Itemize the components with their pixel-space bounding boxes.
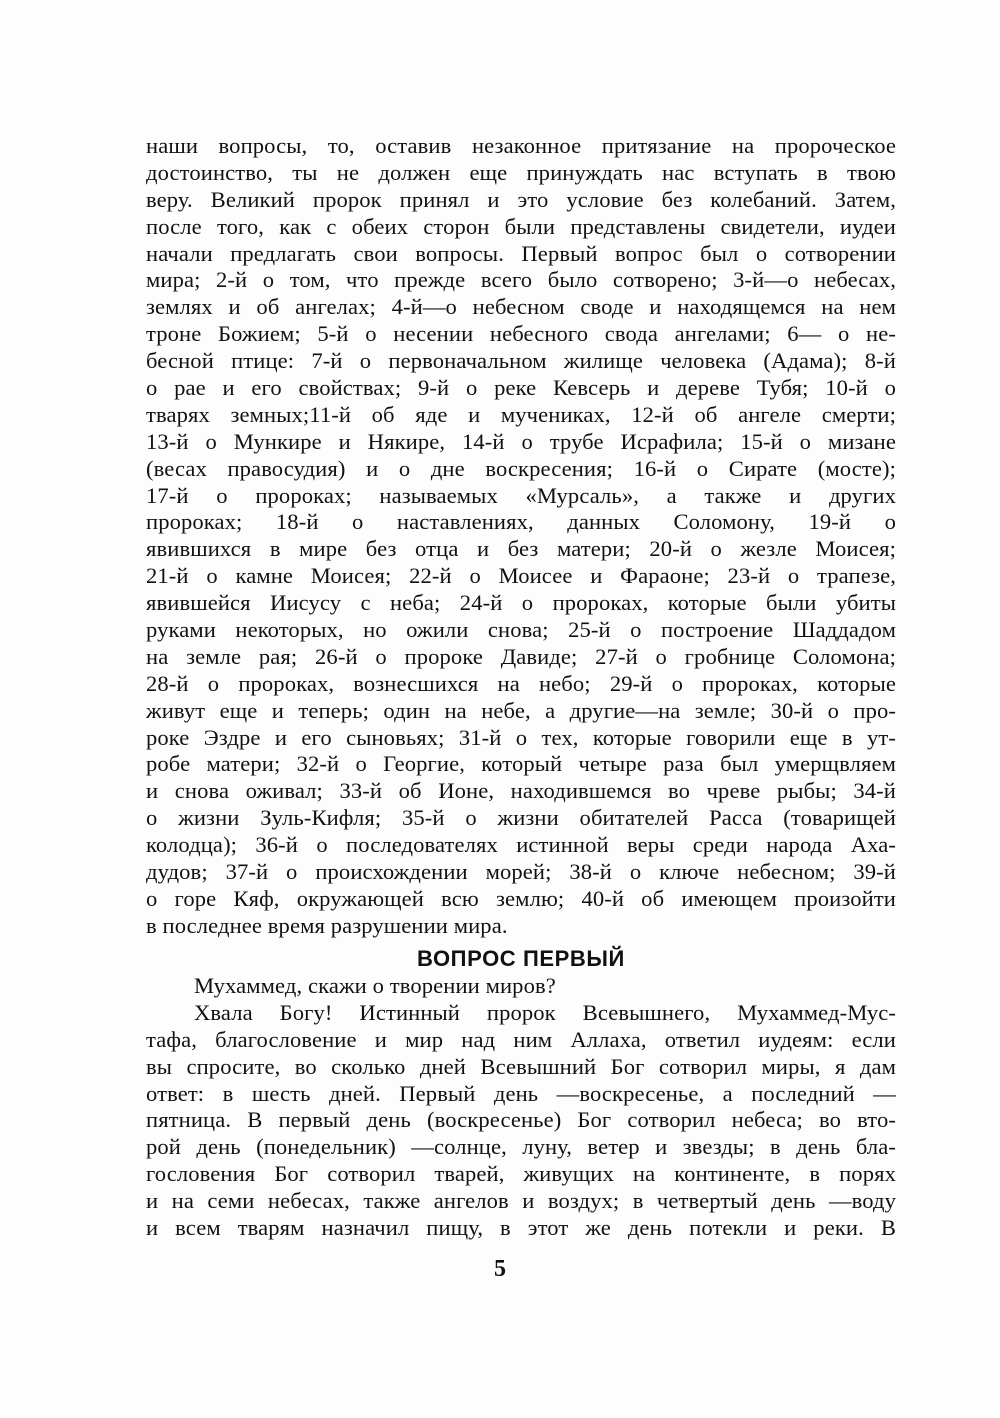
question-line: Мухаммед, скажи о творении миров? xyxy=(194,973,556,998)
text-line: троне Божием; 5-й о несении небесного свода ангелами; 6— о не- xyxy=(146,321,896,347)
text-line: ответ: в шесть дней. Первый день —воскресенье, а последний — xyxy=(146,1080,896,1106)
text-line: тафа, благословение и мир над ним Аллаха, ответил иудеям: если xyxy=(146,1026,896,1052)
text-line: руками некоторых, но ожили снова; 25-й о построение Шаддадом xyxy=(146,617,896,643)
text-line: достоинство, ты не должен еще принуждать нас вступать в твою xyxy=(146,159,896,185)
text-line: бесной птице: 7-й о первоначальном жилище человека (Адама); 8-й xyxy=(146,348,896,374)
text-line: гословения Бог сотворил тварей, живущих на континенте, в порях xyxy=(146,1161,896,1187)
text-line: о жизни Зуль-Кифля; 35-й о жизни обитателей Расса (товарищей xyxy=(146,805,896,831)
text-line: наши вопросы, то, оставив незаконное притязание на пророческое xyxy=(146,133,896,158)
text-line: Хвала Богу! Истинный пророк Всевышнего, Мухаммед-Мус- xyxy=(194,999,896,1025)
text-line: роке Эздре и его сыновьях; 31-й о тех, которые говорили еще в ут- xyxy=(146,724,896,750)
text-line: 21-й о камне Моисея; 22-й о Моисее и Фараоне; 23-й о трапезе, xyxy=(146,563,896,589)
text-line: вы спросите, во сколько дней Всевышний Бог сотворил миры, я дам xyxy=(146,1053,896,1079)
text-line: рой день (понедельник) —солнце, луну, ветер и звезды; в день бла- xyxy=(146,1134,896,1160)
text-line: пророках; 18-й о наставлениях, данных Соломону, 19-й о xyxy=(146,509,896,535)
paragraph-list-of-questions xyxy=(146,133,896,940)
text-line: 17-й о пророках; называемых «Мурсаль», а также и других xyxy=(146,482,896,508)
text-line: явившихся в мире без отца и без матери; 20-й о жезле Моисея; xyxy=(146,536,896,562)
text-line: колодца); 36-й о последователях истинной веры среди народа Аха- xyxy=(146,832,896,858)
text-line: и всем тварям назначил пищу, в этот же день потекли и реки. В xyxy=(146,1215,896,1241)
text-line: живут еще и теперь; один на небе, а другие—на земле; 30-й о про- xyxy=(146,697,896,723)
text-line: робе матери; 32-й о Георгие, который четыре раза был умерщвляем xyxy=(146,751,896,777)
text-line: после того, как с обеих сторон были представлены свидетели, иудеи xyxy=(146,213,896,239)
text-line: (весах правосудия) и о дне воскресения; 16-й о Сирате (мосте); xyxy=(146,455,896,481)
paragraph-first-question xyxy=(146,973,896,1242)
text-line: и снова оживал; 33-й об Ионе, находившемся во чреве рыбы; 34-й xyxy=(146,778,896,804)
page-number: 5 xyxy=(494,1256,506,1282)
text-line: начали предлагать свои вопросы. Первый вопрос был о сотворении xyxy=(146,240,896,266)
text-line: 28-й о пророках, вознесшихся на небо; 29-й о пророках, которые xyxy=(146,670,896,696)
text-line: явившейся Иисусу с неба; 24-й о пророках, которые были убиты xyxy=(146,590,896,616)
text-line: о горе Кяф, окружающей всю землю; 40-й об имеющем произойти xyxy=(146,885,896,911)
text-line: о рае и его свойствах; 9-й о реке Кевсерь и дереве Тубя; 10-й о xyxy=(146,375,896,401)
text-line: дудов; 37-й о происхождении морей; 38-й о ключе небесном; 39-й xyxy=(146,859,896,885)
text-line: пятница. В первый день (воскресенье) Бог сотворил небеса; во вто- xyxy=(146,1107,896,1133)
section-heading: ВОПРОС ПЕРВЫЙ xyxy=(417,946,625,971)
text-line: и на семи небесах, также ангелов и воздух; в четвертый день —воду xyxy=(146,1188,896,1214)
text-line: в последнее время разрушении мира. xyxy=(146,912,508,938)
text-line: землях и об ангелах; 4-й—о небесном своде и находящемся на нем xyxy=(146,294,896,320)
text-line: мира; 2-й о том, что прежде всего было сотворено; 3-й—о небесах, xyxy=(146,267,896,293)
text-line: на земле рая; 26-й о пророке Давиде; 27-й о гробнице Соломона; xyxy=(146,643,896,669)
text-line: веру. Великий пророк принял и это условие без колебаний. Затем, xyxy=(146,186,896,212)
text-line: 13-й о Мункире и Някире, 14-й о трубе Исрафила; 15-й о мизане xyxy=(146,428,896,454)
text-line: тварях земных;11-й об яде и мучениках, 12-й об ангеле смерти; xyxy=(146,401,896,427)
